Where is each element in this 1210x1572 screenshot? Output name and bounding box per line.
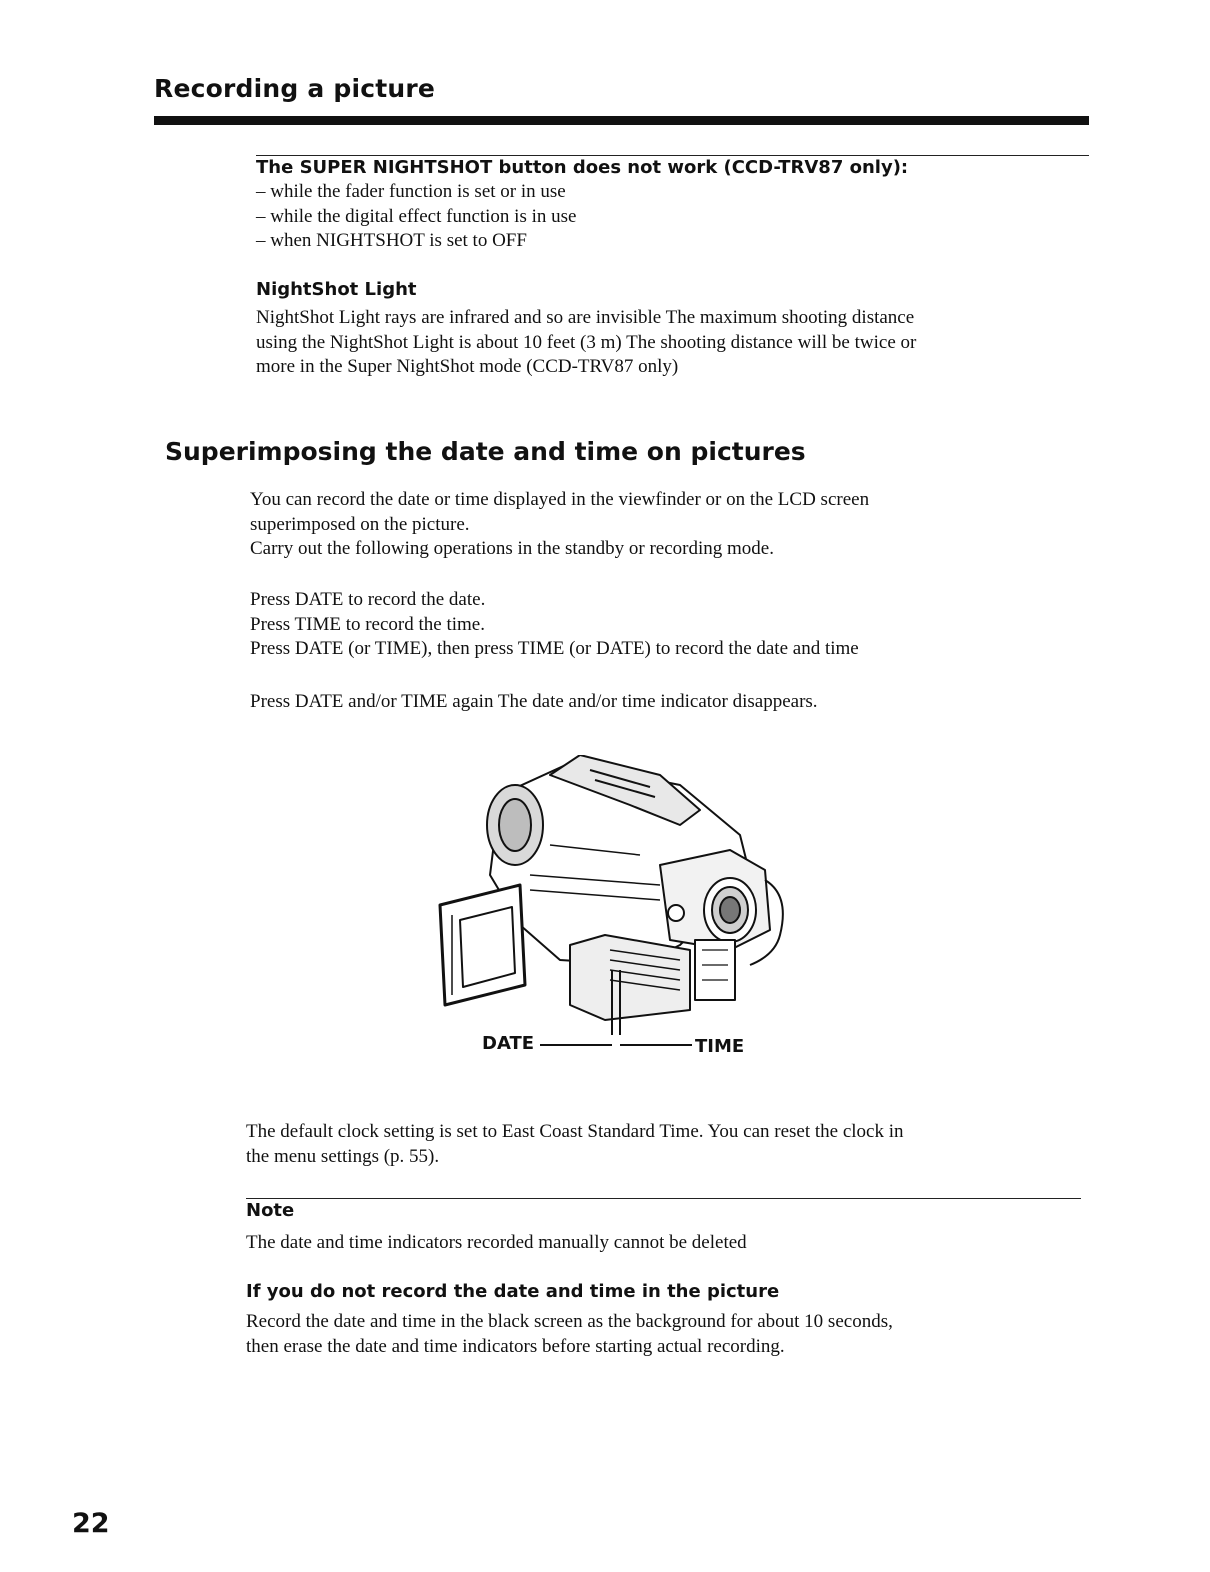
time-leader-line (620, 1044, 692, 1046)
no-record-heading: If you do not record the date and time in the picture (246, 1281, 780, 1302)
text-line: Carry out the following operations in the standby or recording mode. (250, 538, 774, 559)
nightshot-note-list (256, 180, 576, 254)
step-item: Press DATE to record the date. (250, 589, 486, 610)
superimpose-intro (250, 488, 869, 562)
date-leader-line (540, 1044, 612, 1046)
text-line: NightShot Light rays are infrared and so are invisible The maximum shooting distance (256, 307, 915, 328)
page-title: Recording a picture (154, 74, 436, 103)
note-divider (246, 1198, 1081, 1199)
nightshot-light-text (256, 306, 916, 380)
section-divider (256, 155, 1089, 156)
text-line: superimposed on the picture. (250, 513, 470, 535)
note-text: The date and time indicators recorded manually cannot be deleted (246, 1232, 747, 1253)
text-line: The default clock setting is set to East Coast Standard Time. You can reset the clock in (246, 1121, 904, 1142)
no-record-text (246, 1310, 893, 1359)
list-item: – while the fader function is set or in use (256, 181, 566, 202)
text-line: Record the date and time in the black screen as the background for about 10 seconds, (246, 1311, 893, 1332)
text-line: using the NightShot Light is about 10 feet (3 m) The shooting distance will be twice or (256, 331, 917, 353)
camcorder-illustration (430, 755, 800, 1035)
cancel-instruction: Press DATE and/or TIME again The date and/or time indicator disappears. (250, 691, 818, 712)
text-line: then erase the date and time indicators before starting actual recording. (246, 1335, 785, 1357)
time-label: TIME (695, 1036, 745, 1057)
title-rule (154, 116, 1089, 125)
note-heading: Note (246, 1200, 295, 1221)
list-item: – while the digital effect function is in use (256, 205, 577, 227)
text-line: the menu settings (p. 55). (246, 1145, 440, 1167)
nightshot-light-heading: NightShot Light (256, 279, 417, 300)
superimpose-steps (250, 588, 859, 662)
step-item: Press TIME to record the time. (250, 613, 485, 635)
section-heading: Superimposing the date and time on pictures (165, 437, 806, 466)
text-line: more in the Super NightShot mode (CCD-TRV87 only) (256, 356, 679, 377)
list-item: – when NIGHTSHOT is set to OFF (256, 230, 527, 251)
date-label: DATE (482, 1033, 535, 1054)
page-number: 22 (72, 1508, 110, 1539)
nightshot-note-heading: The SUPER NIGHTSHOT button does not work (CCD-TRV87 only): (256, 157, 909, 178)
text-line: You can record the date or time displayed in the viewfinder or on the LCD screen (250, 489, 870, 510)
step-item: Press DATE (or TIME), then press TIME (or DATE) to record the date and time (250, 638, 859, 659)
clock-setting-text (246, 1120, 904, 1169)
